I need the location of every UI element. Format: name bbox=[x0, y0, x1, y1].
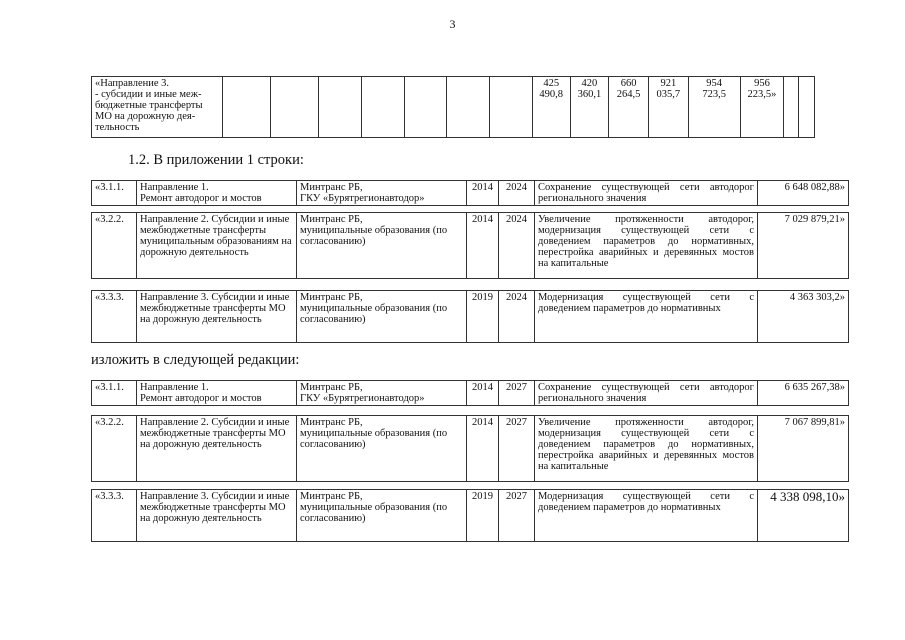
row-end-year: 2024 bbox=[499, 181, 535, 206]
row-executor: Минтранс РБ, ГКУ «Бурятрегионавтодор» bbox=[297, 181, 467, 206]
row-start-year: 2014 bbox=[467, 381, 499, 406]
old-row-3-1-1 bbox=[91, 180, 849, 206]
top-value-3: 660 264,5 bbox=[609, 77, 649, 138]
top-value-2: 420 360,1 bbox=[570, 77, 609, 138]
row-name: Направление 3. Субсидии и иные межбюджетные трансферты МО на дорожную деятельность bbox=[137, 291, 297, 343]
row-code: «3.2.2. bbox=[92, 213, 137, 279]
new-row-3-3-3 bbox=[91, 489, 849, 542]
row-end-year: 2024 bbox=[499, 213, 535, 279]
heading-new-rows: изложить в следующей редакции: bbox=[91, 352, 300, 368]
top-row-label: «Направление 3. - субсидии и иные меж- бюджетные трансферты МО на дорожную дея- тельность bbox=[92, 77, 223, 138]
row-end-year: 2027 bbox=[499, 381, 535, 406]
page-number: 3 bbox=[449, 17, 456, 31]
row-name: Направление 1. Ремонт автодорог и мостов bbox=[137, 381, 297, 406]
row-result: Модернизация существующей сети с доведением параметров до нормативных bbox=[535, 291, 758, 343]
top-value-6: 956 223,5» bbox=[740, 77, 784, 138]
row-amount: 4 363 303,2» bbox=[758, 291, 849, 343]
top-table bbox=[91, 76, 815, 138]
row-executor: Минтранс РБ, муниципальные образования (по согласованию) bbox=[297, 416, 467, 482]
row-result: Увеличение протяженности автодорог, модернизация существующей сети с доведением параметров до нормативных, перестройка аварийных и деревянных мостов на капитальные bbox=[535, 416, 758, 482]
row-start-year: 2014 bbox=[467, 416, 499, 482]
top-table-row bbox=[92, 77, 815, 138]
row-end-year: 2027 bbox=[499, 490, 535, 542]
top-value-5: 954 723,5 bbox=[688, 77, 740, 138]
row-amount: 6 635 267,38» bbox=[758, 381, 849, 406]
row-start-year: 2019 bbox=[467, 490, 499, 542]
row-end-year: 2027 bbox=[499, 416, 535, 482]
row-start-year: 2014 bbox=[467, 181, 499, 206]
row-start-year: 2019 bbox=[467, 291, 499, 343]
row-result: Сохранение существующей сети автодорог регионального значения bbox=[535, 381, 758, 406]
row-code: «3.1.1. bbox=[92, 381, 137, 406]
row-start-year: 2014 bbox=[467, 213, 499, 279]
row-code: «3.3.3. bbox=[92, 490, 137, 542]
new-row-3-1-1 bbox=[91, 380, 849, 406]
row-result: Сохранение существующей сети автодорог регионального значения bbox=[535, 181, 758, 206]
row-executor: Минтранс РБ, ГКУ «Бурятрегионавтодор» bbox=[297, 381, 467, 406]
row-amount: 7 029 879,21» bbox=[758, 213, 849, 279]
row-amount: 6 648 082,88» bbox=[758, 181, 849, 206]
row-name: Направление 3. Субсидии и иные межбюджетные трансферты МО на дорожную деятельность bbox=[137, 490, 297, 542]
row-amount: 7 067 899,81» bbox=[758, 416, 849, 482]
row-end-year: 2024 bbox=[499, 291, 535, 343]
new-row-3-2-2 bbox=[91, 415, 849, 482]
row-code: «3.2.2. bbox=[92, 416, 137, 482]
row-executor: Минтранс РБ, муниципальные образования (по согласованию) bbox=[297, 291, 467, 343]
row-code: «3.1.1. bbox=[92, 181, 137, 206]
row-executor: Минтранс РБ, муниципальные образования (по согласованию) bbox=[297, 213, 467, 279]
top-value-1: 425 490,8 bbox=[532, 77, 570, 138]
heading-old-rows: 1.2. В приложении 1 строки: bbox=[128, 152, 304, 168]
row-result: Увеличение протяженности автодорог, модернизация существующей сети с доведением параметров до нормативных, перестройка аварийных и деревянных мостов на капитальные bbox=[535, 213, 758, 279]
old-row-3-3-3 bbox=[91, 290, 849, 343]
row-executor: Минтранс РБ, муниципальные образования (по согласованию) bbox=[297, 490, 467, 542]
row-name: Направление 2. Субсидии и иные межбюджетные трансферты МО на дорожную деятельность bbox=[137, 416, 297, 482]
row-code: «3.3.3. bbox=[92, 291, 137, 343]
row-name: Направление 2. Субсидии и иные межбюджетные трансферты муниципальным образованиям на дорожную деятельность bbox=[137, 213, 297, 279]
top-value-4: 921 035,7 bbox=[648, 77, 688, 138]
old-row-3-2-2 bbox=[91, 212, 849, 279]
row-amount: 4 338 098,10» bbox=[758, 490, 849, 542]
row-result: Модернизация существующей сети с доведением параметров до нормативных bbox=[535, 490, 758, 542]
row-name: Направление 1. Ремонт автодорог и мостов bbox=[137, 181, 297, 206]
